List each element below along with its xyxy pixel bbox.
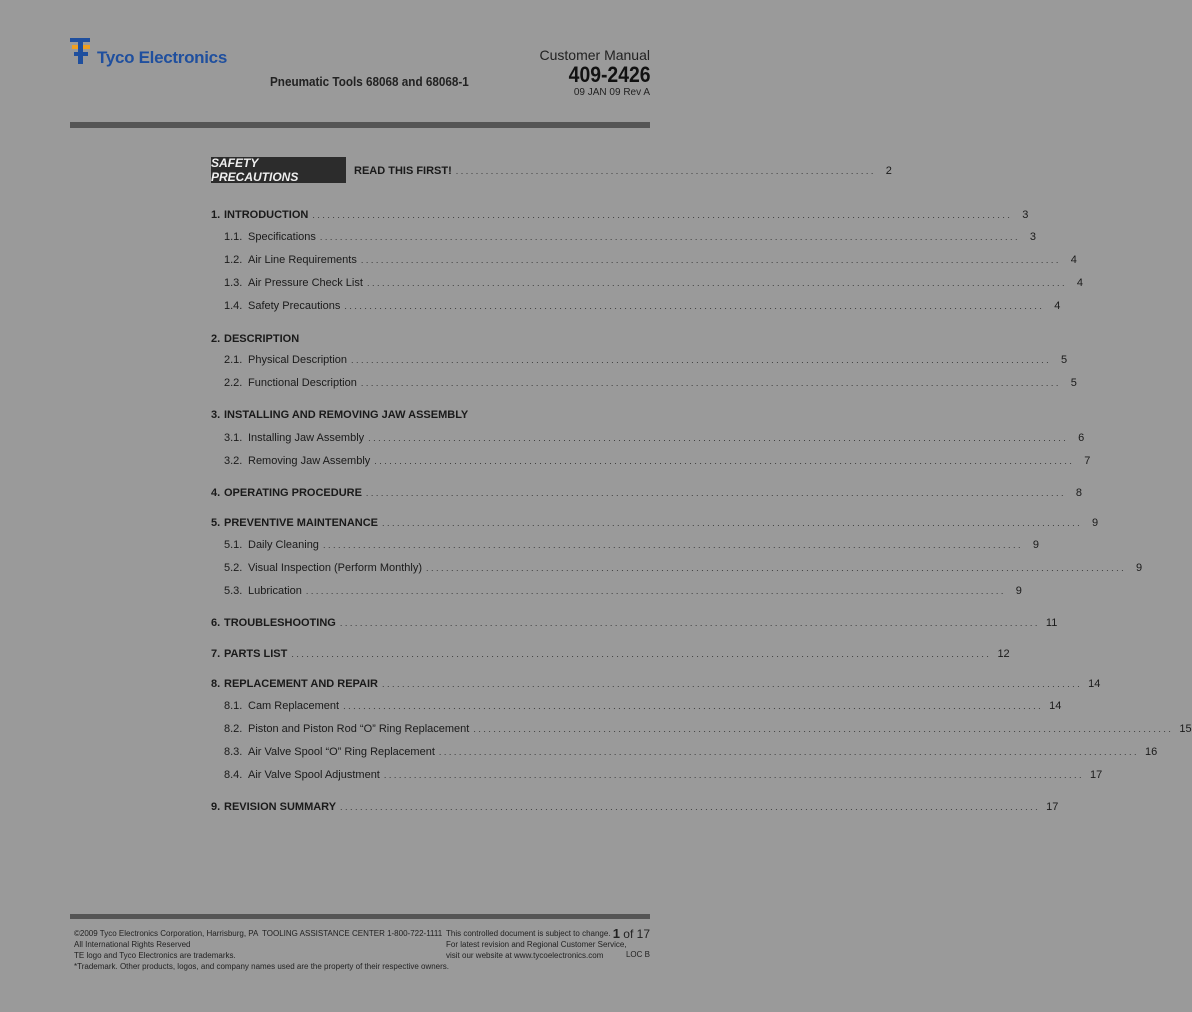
- toc-number: 1.4.: [224, 300, 243, 312]
- toc-page-number: 5: [1070, 377, 1077, 389]
- loc-code: LOC B: [625, 950, 650, 959]
- toc-label: TROUBLESHOOTING: [224, 617, 336, 629]
- toc-label: DESCRIPTION: [224, 333, 300, 345]
- toc-page-number: 17: [1089, 769, 1103, 781]
- toc-page-number: 2: [885, 165, 892, 177]
- toc-number: 2.1.: [224, 354, 243, 366]
- toc-number: 7.: [211, 648, 221, 660]
- toc-label: INSTALLING AND REMOVING JAW ASSEMBLY: [224, 409, 469, 421]
- dot-leader: ............................................................................................................................................: [322, 540, 1024, 550]
- toc-number: 4.: [211, 487, 221, 499]
- dot-leader: ............................................................................................................................................: [438, 747, 1139, 757]
- toc-page-number: 4: [1054, 300, 1061, 312]
- toc-label: Visual Inspection (Perform Monthly): [248, 562, 423, 574]
- toc-subsection-row[interactable]: [211, 350, 1068, 366]
- page-current: 1: [612, 926, 620, 941]
- footer-tooling-center: TOOLING ASSISTANCE CENTER 1-800-722-1111: [262, 929, 443, 938]
- toc-number: 1.1.: [224, 231, 243, 243]
- dot-leader: ............................................................................................................................................: [473, 724, 1174, 734]
- toc-subsection-row[interactable]: [211, 250, 1077, 266]
- toc-number: 1.2.: [224, 254, 243, 266]
- dot-leader: ............................................................................................................................................: [366, 278, 1068, 288]
- toc-subsection-row[interactable]: [211, 296, 1061, 312]
- toc-number: 8.1.: [224, 700, 243, 712]
- doc-type: Customer Manual: [539, 47, 650, 63]
- toc-number: 8.: [211, 678, 221, 690]
- toc-subsection-row[interactable]: [211, 428, 1085, 444]
- toc-subsection-row[interactable]: [211, 558, 1143, 574]
- toc-label: PREVENTIVE MAINTENANCE: [224, 517, 379, 529]
- toc-label: Air Valve Spool Adjustment: [248, 769, 380, 781]
- footer-page-info: [613, 928, 650, 960]
- page-of: of 17: [623, 927, 650, 941]
- toc-label: Physical Description: [248, 354, 348, 366]
- toc-page-number: 3: [1022, 209, 1029, 221]
- toc-page-number: 6: [1078, 432, 1085, 444]
- copyright-line: ©2009 Tyco Electronics Corporation, Harrisburg, PA: [74, 929, 259, 938]
- dot-leader: ............................................................................................................................................: [374, 456, 1075, 466]
- dot-leader: ............................................................................................................................................: [351, 355, 1052, 365]
- toc-number: 9.: [211, 801, 221, 813]
- toc-label: Lubrication: [248, 585, 302, 597]
- toc-page-number: 11: [1045, 617, 1058, 629]
- toc-label: Functional Description: [248, 377, 357, 389]
- doc-date-revision: 09 JAN 09 Rev A: [573, 87, 650, 98]
- toc-page-number: 5: [1061, 354, 1068, 366]
- dot-leader: ............................................................................................................................................: [291, 649, 992, 659]
- toc-number: 8.4.: [224, 769, 243, 781]
- copyright-line: All International Rights Reserved: [74, 940, 191, 949]
- toc-page-number: 4: [1070, 254, 1077, 266]
- dot-leader: ............................................................................................................................................: [305, 586, 1006, 596]
- toc-label: Safety Precautions: [248, 300, 341, 312]
- toc-subsection-row[interactable]: [211, 696, 1062, 712]
- toc-label: Daily Cleaning: [248, 539, 319, 551]
- dot-leader: ............................................................................................................................................: [344, 301, 1045, 311]
- toc-subsection-row[interactable]: [211, 581, 1022, 597]
- dot-leader: ............................................................................................................................................: [426, 563, 1127, 573]
- toc-section-row[interactable]: [211, 405, 620, 421]
- toc-label: OPERATING PROCEDURE: [224, 487, 362, 499]
- dot-leader: ............................................................................................................................................: [365, 488, 1066, 498]
- toc-number: 3.: [211, 409, 221, 421]
- toc-page-number: 15: [1179, 723, 1192, 735]
- toc-section-row[interactable]: [211, 644, 1010, 660]
- toc-page-number: 8: [1075, 487, 1082, 499]
- toc-subsection-row[interactable]: [211, 373, 1077, 389]
- dot-leader: ....................................................................................: [455, 166, 876, 176]
- toc-section-row[interactable]: [211, 513, 1099, 529]
- toc-label: Removing Jaw Assembly: [248, 455, 371, 467]
- toc-page-number: 9: [1091, 517, 1099, 529]
- dot-leader: ............................................................................................................................................: [382, 679, 1083, 689]
- toc-section-row[interactable]: [211, 483, 1082, 499]
- toc-label: Air Line Requirements: [248, 254, 357, 266]
- doc-number: 409-2426: [568, 62, 650, 87]
- toc-label: Cam Replacement: [248, 700, 340, 712]
- toc-subsection-row[interactable]: [211, 273, 1084, 289]
- toc-page-number: 9: [1032, 539, 1040, 551]
- toc-subsection-row[interactable]: [211, 742, 1158, 758]
- toc-subsection-row[interactable]: [211, 765, 1103, 781]
- toc-page-number: 14: [1088, 678, 1101, 690]
- toc-label: Piston and Piston Rod “O” Ring Replacement: [248, 723, 470, 735]
- toc-section-row[interactable]: [211, 205, 1029, 221]
- toc-number: 5.: [211, 517, 221, 529]
- toc-page-number: 16: [1144, 746, 1158, 758]
- toc-page-number: 17: [1046, 801, 1059, 813]
- toc-label: PARTS LIST: [224, 648, 288, 660]
- toc-number: 1.: [211, 209, 221, 221]
- header-divider: [70, 122, 650, 128]
- toc-number: 3.2.: [224, 455, 243, 467]
- toc-subsection-row[interactable]: [211, 719, 1192, 735]
- company-logo-text: Tyco Electronics: [97, 48, 227, 67]
- dot-leader: ............................................................................................................................................: [383, 770, 1084, 780]
- toc-number: 5.3.: [224, 585, 243, 597]
- dot-leader: ............................................................................................................................................: [360, 378, 1061, 388]
- toc-subsection-row[interactable]: [211, 535, 1040, 551]
- controlled-line: This controlled document is subject to change.: [446, 929, 611, 938]
- read-first-label: READ THIS FIRST!: [354, 165, 452, 177]
- toc-number: 8.3.: [224, 746, 243, 758]
- toc-label: Installing Jaw Assembly: [248, 432, 365, 444]
- safety-precautions-box: SAFETY PRECAUTIONS: [211, 157, 346, 183]
- dot-leader: ............................................................................................................................................: [343, 701, 1044, 711]
- tyco-logo-icon: [70, 38, 94, 64]
- dot-leader: ............................................................................................................................................: [340, 802, 1041, 812]
- dot-leader: ............................................................................................................................................: [312, 210, 1013, 220]
- toc-page-number: 3: [1029, 231, 1036, 243]
- toc-section-row[interactable]: [211, 613, 1058, 629]
- toc-label: Specifications: [248, 231, 316, 243]
- dot-leader: ............................................................................................................................................: [368, 433, 1069, 443]
- toc-label: INTRODUCTION: [224, 209, 309, 221]
- dot-leader: ............................................................................................................................................: [339, 618, 1040, 628]
- toc-number: 1.3.: [224, 277, 243, 289]
- toc-page-number: 4: [1076, 277, 1084, 289]
- copyright-line: *Trademark. Other products, logos, and company names used are the property of their respective owners.: [74, 962, 449, 971]
- footer-controlled-doc: [446, 928, 627, 961]
- toc-label: Air Pressure Check List: [248, 277, 363, 289]
- toc-number: 6.: [211, 617, 221, 629]
- toc-number: 5.2.: [224, 562, 243, 574]
- toc-label: REPLACEMENT AND REPAIR: [224, 678, 379, 690]
- safety-toc-row[interactable]: [354, 161, 892, 177]
- toc-number: 3.1.: [224, 432, 243, 444]
- toc-page-number: 9: [1136, 562, 1143, 574]
- document-title: Pneumatic Tools 68068 and 68068-1: [270, 74, 469, 89]
- toc-number: 5.1.: [224, 539, 243, 551]
- copyright-line: TE logo and Tyco Electronics are trademarks.: [74, 951, 236, 960]
- controlled-line: For latest revision and Regional Customer Service,: [446, 940, 627, 949]
- footer-divider: [70, 914, 650, 919]
- toc-number: 2.2.: [224, 377, 243, 389]
- toc-label: Air Valve Spool “O” Ring Replacement: [248, 746, 435, 758]
- toc-section-row[interactable]: [211, 329, 620, 345]
- toc-subsection-row[interactable]: [211, 451, 1091, 467]
- header-doc-info: [540, 47, 651, 98]
- toc-number: 2.: [211, 333, 221, 345]
- dot-leader: ............................................................................................................................................: [319, 232, 1020, 242]
- toc-section-row[interactable]: [211, 797, 1059, 813]
- toc-page-number: 9: [1015, 585, 1022, 597]
- toc-label: REVISION SUMMARY: [224, 801, 337, 813]
- toc-page-number: 12: [997, 648, 1010, 660]
- toc-section-row[interactable]: [211, 674, 1101, 690]
- toc-page-number: 7: [1084, 455, 1091, 467]
- toc-number: 8.2.: [224, 723, 243, 735]
- toc-page-number: 14: [1049, 700, 1062, 712]
- toc-subsection-row[interactable]: [211, 227, 1036, 243]
- dot-leader: ............................................................................................................................................: [360, 255, 1061, 265]
- dot-leader: ............................................................................................................................................: [382, 518, 1083, 528]
- controlled-line[interactable]: visit our website at www.tycoelectronics.com: [446, 951, 604, 960]
